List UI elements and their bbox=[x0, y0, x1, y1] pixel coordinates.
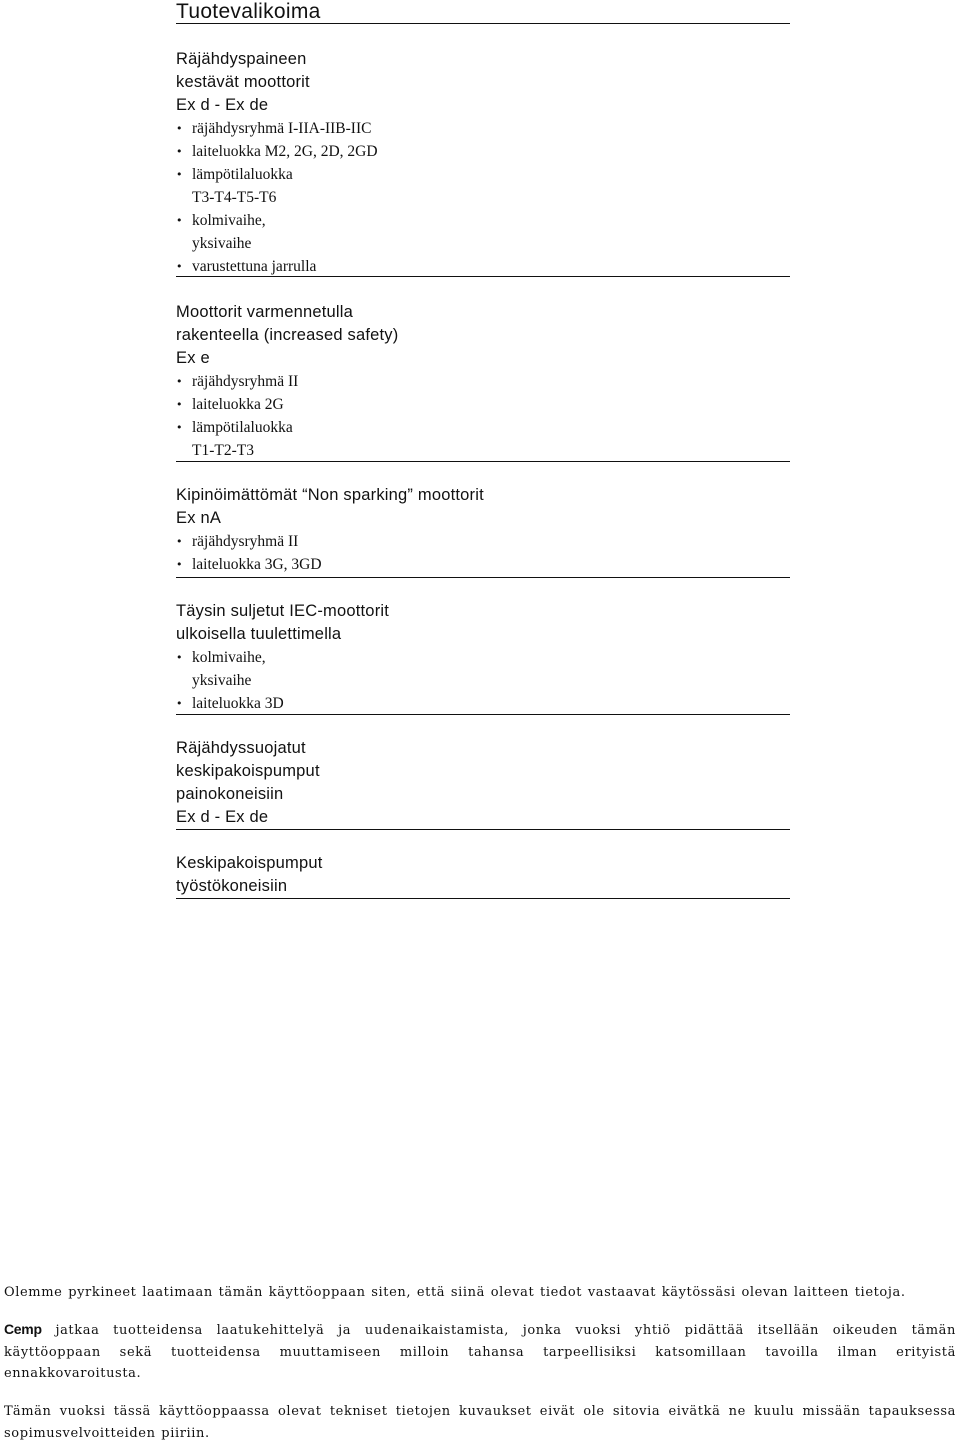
section-machine-tool-pumps bbox=[176, 852, 790, 898]
bullet-icon: • bbox=[176, 651, 183, 664]
bullet-icon: • bbox=[176, 558, 183, 571]
list-item bbox=[176, 416, 790, 439]
list-item-text: laiteluokka 2G bbox=[192, 396, 284, 413]
page-title: Tuotevalikoima bbox=[176, 0, 321, 23]
bullet-icon: • bbox=[176, 145, 183, 158]
bullet-icon: • bbox=[176, 375, 183, 388]
section-title-line: ulkoisella tuulettimella bbox=[176, 625, 342, 643]
section-divider bbox=[176, 461, 790, 462]
section-title-line: Keskipakoispumput bbox=[176, 854, 323, 872]
section-title-line: kestävät moottorit bbox=[176, 73, 310, 91]
footer-paragraph-2 bbox=[4, 1319, 956, 1385]
bullet-icon: • bbox=[176, 535, 183, 548]
bullet-icon: • bbox=[176, 122, 183, 135]
section-title-line: Räjähdyssuojatut bbox=[176, 739, 306, 757]
list-item bbox=[176, 163, 790, 186]
list-item-text: laiteluokka 3D bbox=[192, 695, 284, 712]
section-title-line: Ex nA bbox=[176, 509, 222, 527]
section-divider bbox=[176, 829, 790, 830]
list-item-text: lämpötilaluokka bbox=[192, 166, 293, 183]
section-title-line: rakenteella (increased safety) bbox=[176, 326, 399, 344]
list-item-continuation: yksivaihe bbox=[192, 235, 252, 252]
section-title-line: Täysin suljetut IEC-moottorit bbox=[176, 602, 390, 620]
list-item-text: räjähdysryhmä II bbox=[192, 533, 299, 550]
section-iec-motors bbox=[176, 600, 790, 715]
section-title-line: keskipakoispumput bbox=[176, 762, 320, 780]
list-item bbox=[176, 530, 790, 553]
section-title-line: Ex d - Ex de bbox=[176, 96, 269, 114]
list-item bbox=[176, 255, 790, 278]
title-divider bbox=[176, 23, 790, 24]
list-item bbox=[176, 553, 790, 576]
footer-text: Tämän vuoksi tässä käyttöoppaassa olevat tekniset tietojen kuvaukset eivät ole sitovia eivätkä ne kuulu missään tapauksessa sopimusvelvoitteiden piiriin. bbox=[4, 1404, 956, 1441]
list-item bbox=[176, 140, 790, 163]
section-title-line: Ex d - Ex de bbox=[176, 808, 269, 826]
section-divider bbox=[176, 577, 790, 578]
section-title-line: Räjähdyspaineen bbox=[176, 50, 307, 68]
section-divider bbox=[176, 714, 790, 715]
list-item-text: laiteluokka M2, 2G, 2D, 2GD bbox=[192, 143, 378, 160]
list-item-text: räjähdysryhmä I-IIA-IIB-IIC bbox=[192, 120, 372, 137]
list-item bbox=[176, 692, 790, 715]
footer-text: Olemme pyrkineet laatimaan tämän käyttöoppaan siten, että siinä olevat tiedot vastaavat käytössäsi olevan laitteen tietoja. bbox=[4, 1285, 906, 1300]
bullet-icon: • bbox=[176, 214, 183, 227]
bullet-icon: • bbox=[176, 697, 183, 710]
section-non-sparking-motors bbox=[176, 484, 790, 576]
section-divider bbox=[176, 898, 790, 899]
footer-text: jatkaa tuotteidensa laatukehittelyä ja uudenaikaistamista, jonka vuoksi yhtiö pidättää itsellään oikeuden tämän käyttöoppaan sekä tuotteidensa muuttamiseen milloin tahansa tarpeellisiksi katsomillaan tavoilla ilman erityistä ennakkovaroitusta. bbox=[4, 1323, 957, 1381]
section-increased-safety-motors bbox=[176, 301, 790, 462]
list-item-text: kolmivaihe, bbox=[192, 212, 266, 229]
bullet-icon: • bbox=[176, 168, 183, 181]
bullet-icon: • bbox=[176, 398, 183, 411]
section-title-line: Kipinöimättömät “Non sparking” moottorit bbox=[176, 486, 484, 504]
list-item bbox=[176, 646, 790, 669]
bullet-icon: • bbox=[176, 421, 183, 434]
section-divider bbox=[176, 276, 790, 277]
list-item-text: räjähdysryhmä II bbox=[192, 373, 299, 390]
list-item-continuation: yksivaihe bbox=[192, 672, 252, 689]
list-item-continuation: T1-T2-T3 bbox=[192, 442, 254, 459]
list-item-text: laiteluokka 3G, 3GD bbox=[192, 556, 322, 573]
list-item-text: lämpötilaluokka bbox=[192, 419, 293, 436]
list-item bbox=[176, 370, 790, 393]
section-title-line: työstökoneisiin bbox=[176, 877, 288, 895]
section-title-line: Ex e bbox=[176, 349, 210, 367]
list-item-continuation: T3-T4-T5-T6 bbox=[192, 189, 277, 206]
section-explosion-proof-pumps bbox=[176, 737, 790, 829]
section-explosion-proof-motors bbox=[176, 48, 790, 278]
list-item bbox=[176, 209, 790, 232]
section-title-line: painokoneisiin bbox=[176, 785, 284, 803]
footer-paragraph-1 bbox=[4, 1282, 956, 1304]
list-item bbox=[176, 117, 790, 140]
list-item-text: varustettuna jarrulla bbox=[192, 258, 317, 275]
list-item-text: kolmivaihe, bbox=[192, 649, 266, 666]
section-title-line: Moottorit varmennetulla bbox=[176, 303, 354, 321]
bullet-icon: • bbox=[176, 260, 183, 273]
list-item bbox=[176, 393, 790, 416]
footer-paragraph-3 bbox=[4, 1401, 956, 1444]
brand-name: Cemp bbox=[4, 1321, 42, 1337]
